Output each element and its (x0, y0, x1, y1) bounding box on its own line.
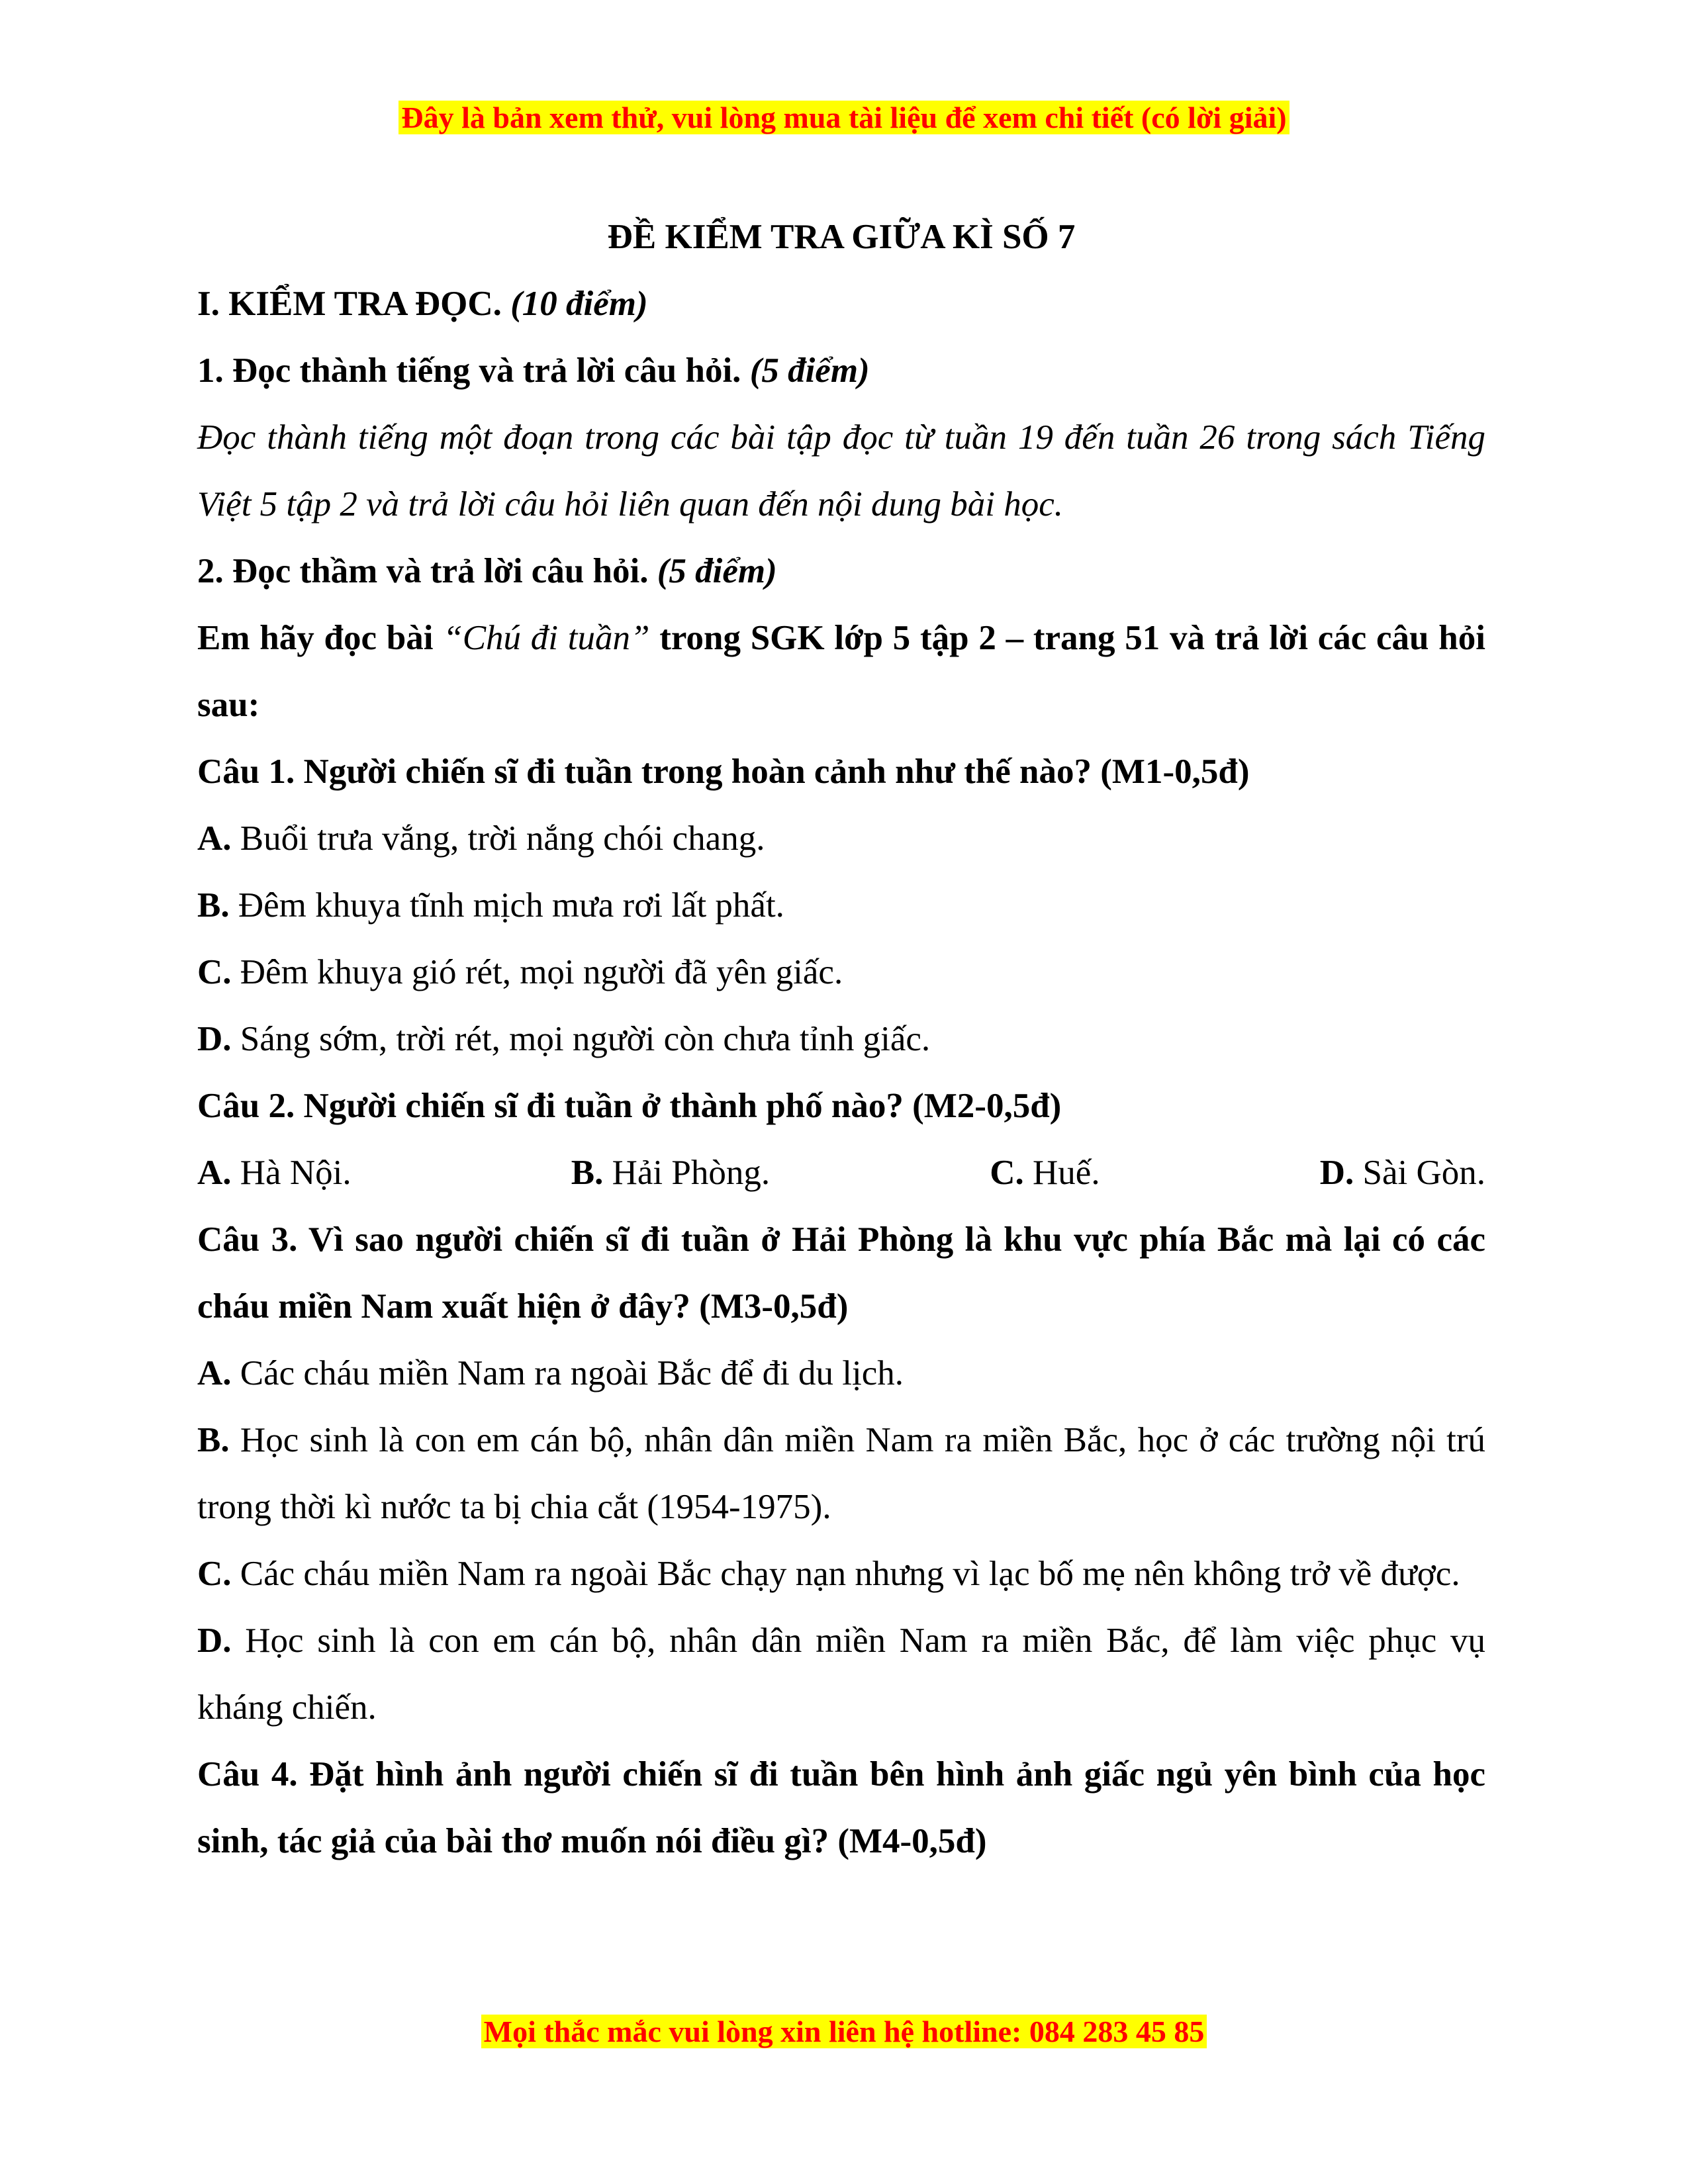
option-label: A. (197, 819, 232, 858)
option-label: B. (571, 1154, 604, 1192)
option-text: Học sinh là con em cán bộ, nhân dân miền Nam ra miền Bắc, để làm việc phục vụ kháng chiến. (197, 1621, 1485, 1727)
option-1a (197, 805, 1485, 872)
option-1b (197, 872, 1485, 939)
question-4: Câu 4. Đặt hình ảnh người chiến sĩ đi tuần bên hình ảnh giấc ngủ yên bình của học sinh, tác giả của bài thơ muốn nói điều gì? (M4-0,5đ) (197, 1755, 1485, 1860)
option-text: Các cháu miền Nam ra ngoài Bắc chạy nạn nhưng vì lạc bố mẹ nên không trở về được. (240, 1555, 1460, 1593)
option-text: Đêm khuya tĩnh mịch mưa rơi lất phất. (238, 886, 784, 925)
part2-heading (197, 538, 1485, 605)
option-text: Học sinh là con em cán bộ, nhân dân miền Nam ra miền Bắc, học ở các trường nội trú trong thời kì nước ta bị chia cắt (1954-1975). (197, 1421, 1485, 1526)
option-text: Hải Phòng. (612, 1154, 771, 1192)
option-label: D. (197, 1020, 232, 1058)
part1-label: 1. Đọc thành tiếng và trả lời câu hỏi. (197, 351, 741, 390)
option-text: Đêm khuya gió rét, mọi người đã yên giấc. (240, 953, 843, 991)
part2-label: 2. Đọc thầm và trả lời câu hỏi. (197, 552, 649, 590)
section-heading (197, 271, 1485, 338)
option-label: C. (197, 953, 232, 991)
option-text: Buổi trưa vắng, trời nắng chói chang. (240, 819, 765, 858)
part1-points: (5 điểm) (749, 351, 870, 390)
section-points: (10 điểm) (510, 285, 648, 323)
question-3: Câu 3. Vì sao người chiến sĩ đi tuần ở Hải Phòng là khu vực phía Bắc mà lại có các cháu miền Nam xuất hiện ở đây? (M3-0,5đ) (197, 1220, 1485, 1326)
option-3c (197, 1541, 1485, 1608)
part2-intro-before: Em hãy đọc bài (197, 619, 434, 657)
question-2: Câu 2. Người chiến sĩ đi tuần ở thành phố nào? (M2-0,5đ) (197, 1087, 1062, 1125)
option-label: B. (197, 886, 230, 925)
option-3a (197, 1340, 1485, 1407)
part2-intro-after: trong SGK lớp 5 tập 2 – trang 51 và trả lời các câu hỏi sau: (197, 619, 1485, 724)
preview-notice-text: Đây là bản xem thử, vui lòng mua tài liệu để xem chi tiết (có lời giải) (399, 101, 1289, 134)
part1-heading (197, 338, 1485, 404)
option-1c (197, 939, 1485, 1006)
option-label: D. (1319, 1154, 1354, 1192)
option-text: Sài Gòn. (1362, 1154, 1485, 1192)
option-label: A. (197, 1354, 232, 1392)
question-1: Câu 1. Người chiến sĩ đi tuần trong hoàn cảnh như thế nào? (M1-0,5đ) (197, 752, 1250, 791)
option-2b (571, 1140, 770, 1206)
part2-intro (197, 605, 1485, 739)
exam-title: ĐỀ KIỂM TRA GIỮA KÌ SỐ 7 (607, 218, 1076, 256)
document-content (197, 204, 1485, 1875)
option-text: Sáng sớm, trời rét, mọi người còn chưa tỉnh giấc. (240, 1020, 931, 1058)
option-2a (197, 1140, 352, 1206)
hotline-notice-text: Mọi thắc mắc vui lòng xin liên hệ hotline: 084 283 45 85 (481, 2015, 1207, 2048)
option-text: Huế. (1033, 1154, 1100, 1192)
part2-intro-title: “Chú đi tuần” (443, 619, 650, 657)
option-2d (1320, 1140, 1485, 1206)
option-2c (990, 1140, 1100, 1206)
option-label: C. (197, 1555, 232, 1593)
option-label: D. (197, 1621, 232, 1660)
option-text: Các cháu miền Nam ra ngoài Bắc để đi du lịch. (240, 1354, 904, 1392)
question-2-options (197, 1140, 1485, 1206)
hotline-notice (0, 2012, 1688, 2052)
section-label: I. KIỂM TRA ĐỌC. (197, 285, 502, 323)
option-label: C. (990, 1154, 1024, 1192)
option-3b (197, 1407, 1485, 1541)
option-text: Hà Nội. (240, 1154, 352, 1192)
option-1d (197, 1006, 1485, 1073)
option-label: A. (197, 1154, 232, 1192)
preview-notice (0, 98, 1688, 138)
part1-instruction: Đọc thành tiếng một đoạn trong các bài tập đọc từ tuần 19 đến tuần 26 trong sách Tiếng Việt 5 tập 2 và trả lời câu hỏi liên quan đến nội dung bài học. (197, 418, 1485, 523)
option-3d (197, 1608, 1485, 1741)
part2-points: (5 điểm) (657, 552, 777, 590)
option-label: B. (197, 1421, 230, 1459)
